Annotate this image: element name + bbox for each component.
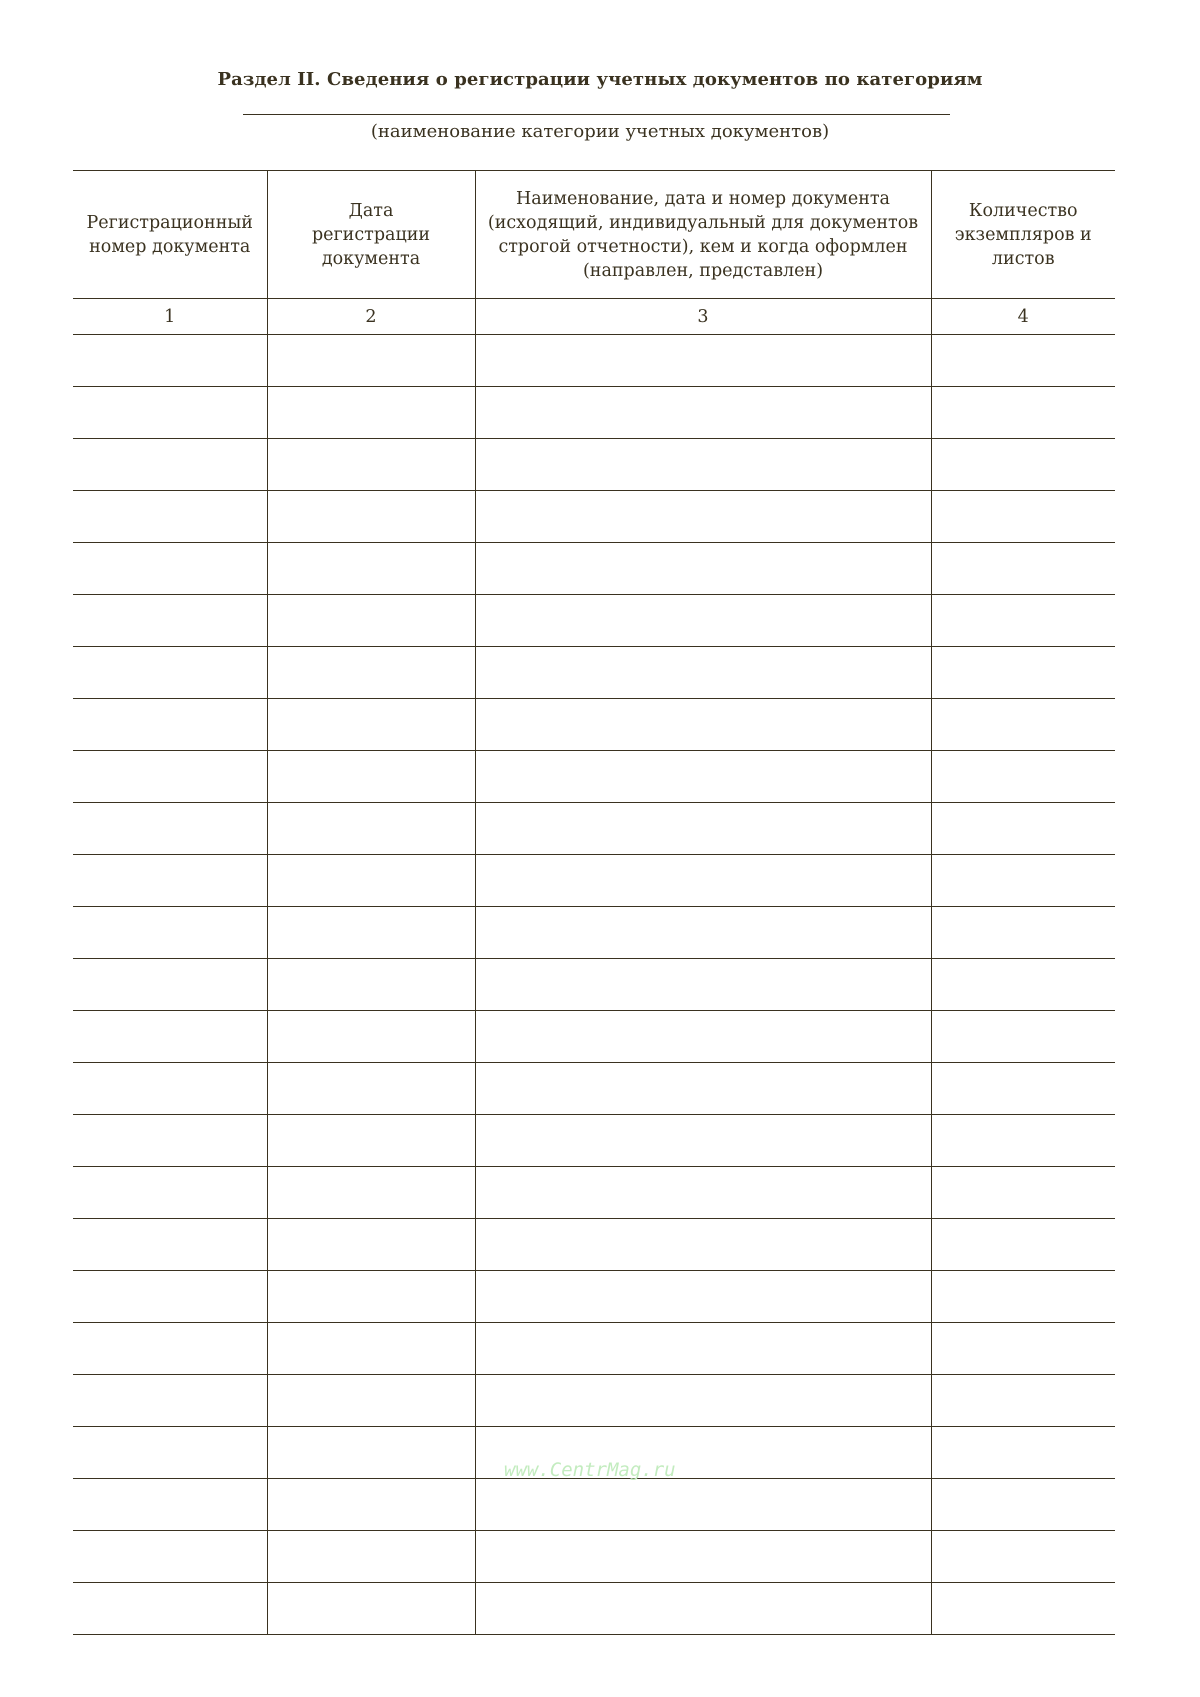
table-row [73,907,1115,959]
column-number-1: 1 [73,299,267,335]
table-cell[interactable] [73,1219,267,1271]
table-cell[interactable] [475,439,931,491]
table-cell[interactable] [475,1531,931,1583]
table-cell[interactable] [73,1271,267,1323]
table-cell[interactable] [931,1219,1115,1271]
table-cell[interactable] [73,699,267,751]
table-cell[interactable] [73,1011,267,1063]
table-cell[interactable] [931,335,1115,387]
table-cell[interactable] [475,1323,931,1375]
table-cell[interactable] [267,1115,475,1167]
table-cell[interactable] [267,1479,475,1531]
table-row [73,1063,1115,1115]
table-cell[interactable] [475,491,931,543]
table-column-numbers-row [73,299,1115,335]
table-header-row [73,171,1115,299]
table-cell[interactable] [475,1583,931,1635]
table-cell[interactable] [475,1115,931,1167]
table-cell[interactable] [73,1427,267,1479]
table-cell[interactable] [73,751,267,803]
table-cell[interactable] [267,1375,475,1427]
table-row [73,1323,1115,1375]
table-cell[interactable] [475,855,931,907]
table-cell[interactable] [931,1323,1115,1375]
table-row [73,1011,1115,1063]
table-cell[interactable] [73,1323,267,1375]
table-row [73,387,1115,439]
table-cell[interactable] [475,1011,931,1063]
table-row [73,1167,1115,1219]
table-row [73,1271,1115,1323]
header-copies-and-sheets: Количество экземпляров и листов [931,171,1115,299]
table-cell[interactable] [267,1427,475,1479]
table-cell[interactable] [931,1271,1115,1323]
table-cell[interactable] [73,1531,267,1583]
table-cell[interactable] [475,1219,931,1271]
table-cell[interactable] [931,1063,1115,1115]
column-number-4: 4 [931,299,1115,335]
table-row [73,751,1115,803]
header-registration-number: Регистрационный номер документа [73,171,267,299]
table-cell[interactable] [475,595,931,647]
table-cell[interactable] [475,1063,931,1115]
table-cell[interactable] [475,1271,931,1323]
table-cell[interactable] [73,1479,267,1531]
table-cell[interactable] [267,1167,475,1219]
table-cell[interactable] [931,647,1115,699]
table-cell[interactable] [267,491,475,543]
column-number-3: 3 [475,299,931,335]
table-row [73,647,1115,699]
table-cell[interactable] [931,1479,1115,1531]
table-row [73,1219,1115,1271]
watermark: www.CentrMag.ru [504,1459,676,1481]
table-cell[interactable] [73,1167,267,1219]
table-cell[interactable] [267,1011,475,1063]
table-row [73,335,1115,387]
table-cell[interactable] [931,491,1115,543]
category-fill-line [243,114,950,115]
table-cell[interactable] [931,751,1115,803]
table-cell[interactable] [475,803,931,855]
table-cell[interactable] [73,1583,267,1635]
table-cell[interactable] [931,1167,1115,1219]
table-cell[interactable] [267,1063,475,1115]
table-cell[interactable] [267,855,475,907]
table-cell[interactable] [931,595,1115,647]
table-cell[interactable] [73,647,267,699]
table-row [73,803,1115,855]
table-cell[interactable] [267,1219,475,1271]
table-cell[interactable] [475,543,931,595]
table-cell[interactable] [267,751,475,803]
header-registration-date: Дата регистрации документа [267,171,475,299]
table-cell[interactable] [931,439,1115,491]
table-cell[interactable] [475,1479,931,1531]
table-row [73,595,1115,647]
table-cell[interactable] [931,1375,1115,1427]
table-cell[interactable] [931,907,1115,959]
table-cell[interactable] [73,1375,267,1427]
table-row [73,491,1115,543]
table-cell[interactable] [931,543,1115,595]
table-row [73,439,1115,491]
table-row [73,959,1115,1011]
table-row [73,1479,1115,1531]
table-cell[interactable] [475,387,931,439]
table-cell[interactable] [931,699,1115,751]
table-row [73,1583,1115,1635]
table-cell[interactable] [475,751,931,803]
table-cell[interactable] [267,335,475,387]
table-cell[interactable] [267,1531,475,1583]
table-cell[interactable] [73,543,267,595]
table-cell[interactable] [73,959,267,1011]
table-cell[interactable] [475,1375,931,1427]
table-cell[interactable] [931,803,1115,855]
table-cell[interactable] [73,907,267,959]
table-row [73,1375,1115,1427]
table-cell[interactable] [475,959,931,1011]
table-cell[interactable] [267,907,475,959]
table-cell[interactable] [267,803,475,855]
table-cell[interactable] [73,1063,267,1115]
table-cell[interactable] [475,907,931,959]
table-cell[interactable] [267,959,475,1011]
column-number-2: 2 [267,299,475,335]
table-row [73,543,1115,595]
table-cell[interactable] [73,387,267,439]
section-title: Раздел II. Сведения о регистрации учетных документов по категориям [217,69,983,90]
table-cell[interactable] [73,1115,267,1167]
table-cell[interactable] [73,595,267,647]
table-cell[interactable] [267,1323,475,1375]
table-cell[interactable] [267,543,475,595]
table-cell[interactable] [475,699,931,751]
table-cell[interactable] [475,1167,931,1219]
table-cell[interactable] [73,803,267,855]
registration-table [73,170,1115,1635]
table-cell[interactable] [931,1427,1115,1479]
table-cell[interactable] [475,335,931,387]
table-cell[interactable] [267,699,475,751]
table-cell[interactable] [931,1531,1115,1583]
table-cell[interactable] [931,959,1115,1011]
table-cell[interactable] [475,647,931,699]
table-row [73,1115,1115,1167]
table-cell[interactable] [73,855,267,907]
table-cell[interactable] [73,335,267,387]
table-cell[interactable] [931,855,1115,907]
table-row [73,699,1115,751]
table-cell[interactable] [73,439,267,491]
header-document-details: Наименование, дата и номер документа (исходящий, индивидуальный для документов строгой отчетности), кем и когда оформлен (направлен, представлен) [475,171,931,299]
category-caption: (наименование категории учетных документов) [370,121,830,142]
table-cell[interactable] [931,1115,1115,1167]
table-cell[interactable] [267,439,475,491]
table-cell[interactable] [267,1271,475,1323]
table-cell[interactable] [267,387,475,439]
table-row [73,855,1115,907]
table-cell[interactable] [73,491,267,543]
table-cell[interactable] [267,1583,475,1635]
table-cell[interactable] [267,647,475,699]
table-cell[interactable] [931,387,1115,439]
table-cell[interactable] [931,1583,1115,1635]
table-cell[interactable] [267,595,475,647]
table-cell[interactable] [931,1011,1115,1063]
table-row [73,1531,1115,1583]
